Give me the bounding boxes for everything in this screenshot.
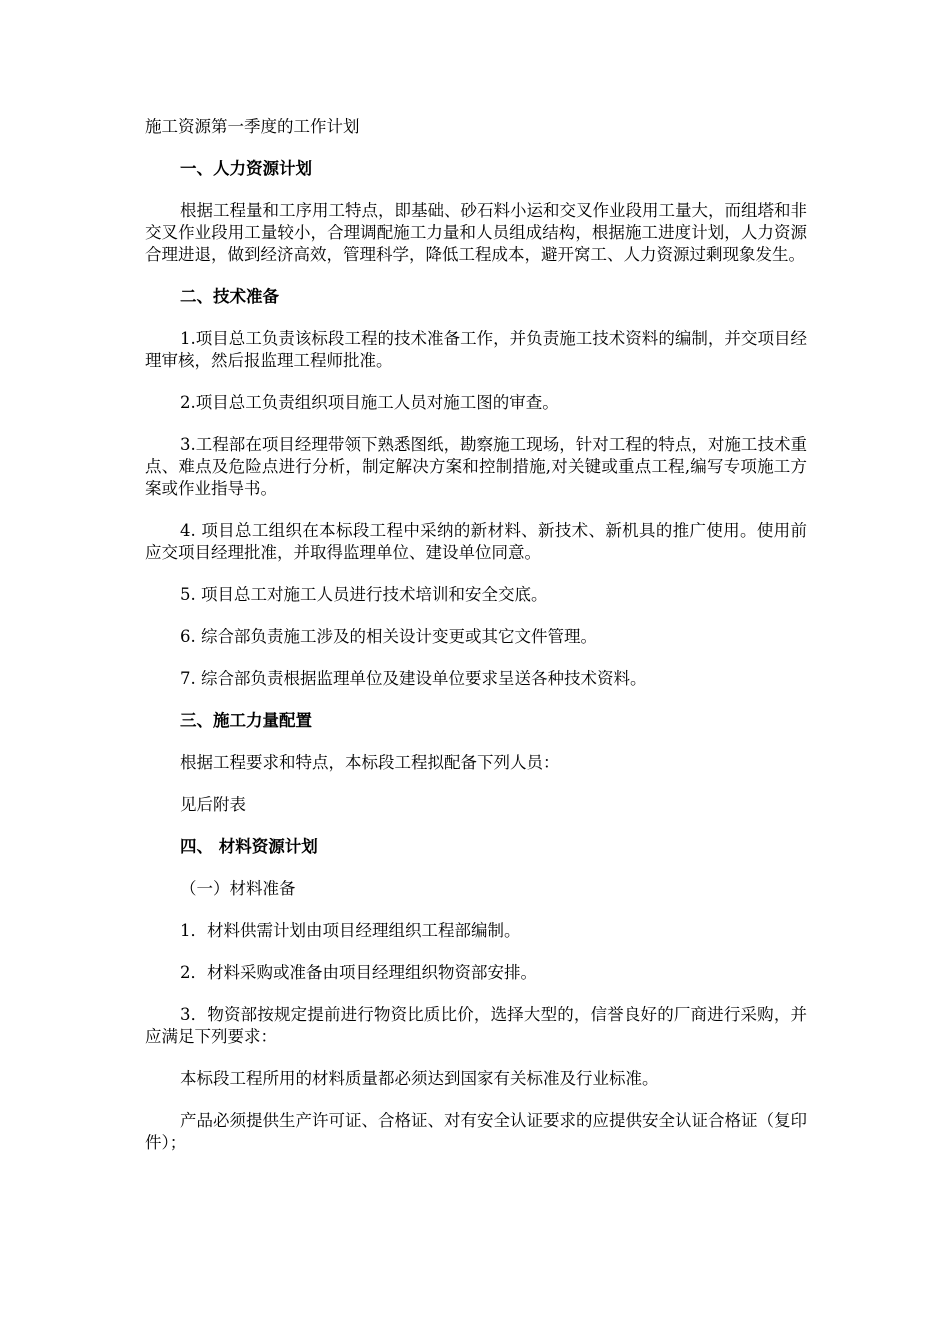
paragraph: 1.项目总工负责该标段工程的技术准备工作，并负责施工技术资料的编制，并交项目经理审核，然后报监理工程师批准。 xyxy=(145,329,807,370)
paragraph: （一）材料准备 xyxy=(180,879,296,898)
paragraph: 本标段工程所用的材料质量都必须达到国家有关标准及行业标准。 xyxy=(180,1069,659,1088)
paragraph: 5. 项目总工对施工人员进行技术培训和安全交底。 xyxy=(180,585,548,604)
section-heading-human-resources: 一、人力资源计划 xyxy=(180,159,312,178)
paragraph: 7. 综合部负责根据监理单位及建设单位要求呈送各种技术资料。 xyxy=(180,669,647,688)
section-heading-construction-force: 三、施工力量配置 xyxy=(180,711,312,730)
paragraph: 3．物资部按规定提前进行物资比质比价，选择大型的，信誉良好的厂商进行采购，并应满足下列要求： xyxy=(145,1005,807,1046)
paragraph: 2.项目总工负责组织项目施工人员对施工图的审查。 xyxy=(180,393,559,412)
document-title: 施工资源第一季度的工作计划 xyxy=(145,117,360,136)
section-heading-technical-preparation: 二、技术准备 xyxy=(180,287,279,306)
paragraph: 6. 综合部负责施工涉及的相关设计变更或其它文件管理。 xyxy=(180,627,597,646)
section-heading-material-resources: 四、 材料资源计划 xyxy=(180,837,318,856)
paragraph: 4. 项目总工组织在本标段工程中采纳的新材料、新技术、新机具的推广使用。使用前应交项目经理批准，并取得监理单位、建设单位同意。 xyxy=(145,521,807,562)
paragraph: 根据工程量和工序用工特点，即基础、砂石料小运和交叉作业段用工量大，而组塔和非交叉作业段用工量较小，合理调配施工力量和人员组成结构，根据施工进度计划，人力资源合理进退，做到经济高效，管理科学，降低工程成本，避开窝工、人力资源过剩现象发生。 xyxy=(145,201,807,264)
paragraph: 根据工程要求和特点，本标段工程拟配备下列人员： xyxy=(180,753,560,772)
paragraph: 产品必须提供生产许可证、合格证、对有安全认证要求的应提供安全认证合格证（复印件）； xyxy=(145,1111,807,1152)
paragraph: 3.工程部在项目经理带领下熟悉图纸，勘察施工现场，针对工程的特点，对施工技术重点、难点及危险点进行分析，制定解决方案和控制措施,对关键或重点工程,编写专项施工方案或作业指导书。 xyxy=(145,435,807,498)
paragraph: 1．材料供需计划由项目经理组织工程部编制。 xyxy=(180,921,521,940)
document-body xyxy=(145,116,807,1174)
paragraph: 见后附表 xyxy=(180,795,246,814)
paragraph: 2．材料采购或准备由项目经理组织物资部安排。 xyxy=(180,963,537,982)
